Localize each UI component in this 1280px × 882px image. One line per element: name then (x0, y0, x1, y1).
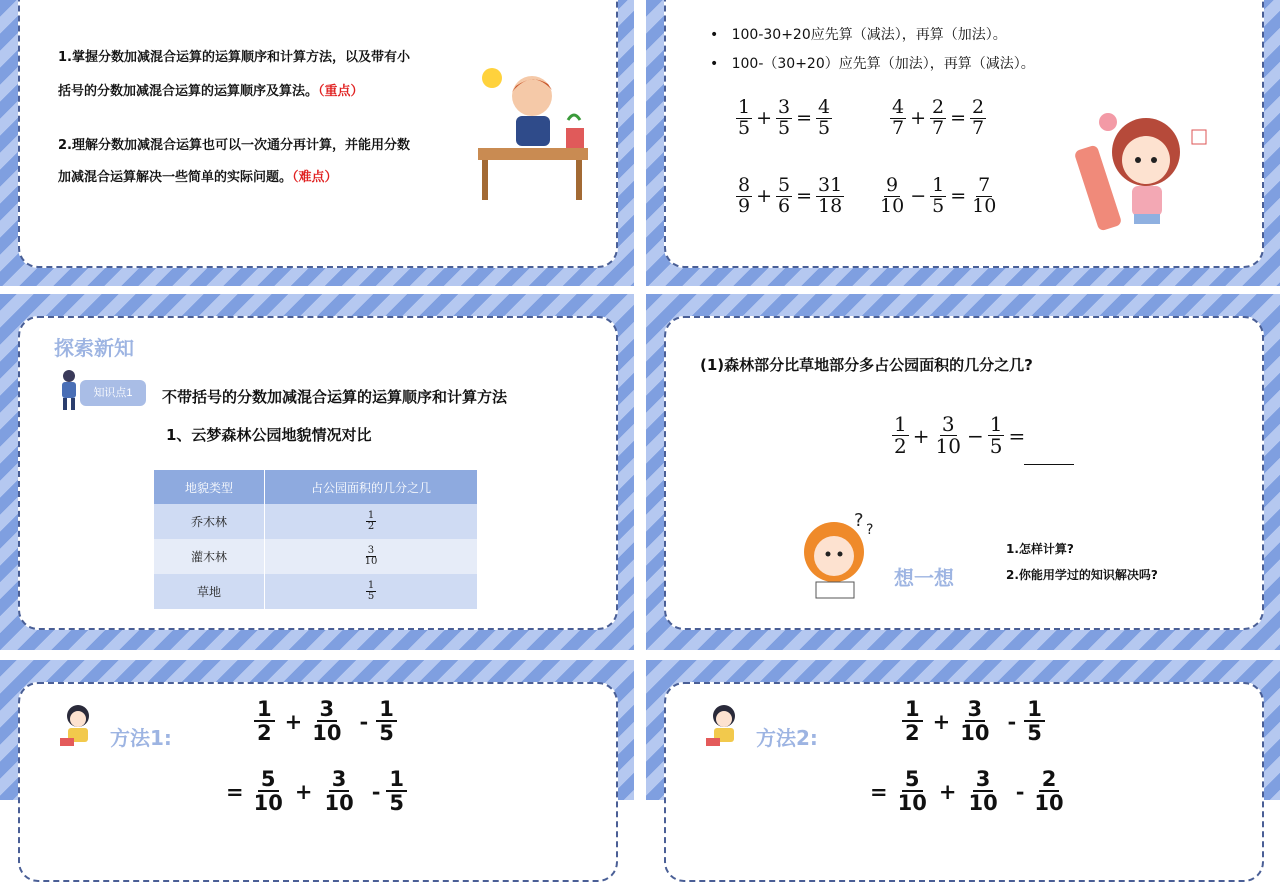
terrain-table (154, 470, 478, 609)
girl-with-pencil-illustration (1076, 100, 1216, 240)
method-2-row-2: = $\frac{5}{10}$ + $\frac{3}{10}$ - 2 10 (870, 767, 1064, 816)
section-title: 探索新知 (54, 336, 134, 360)
svg-text:?: ? (854, 510, 864, 531)
student-reading-icon (56, 702, 98, 750)
boy-at-desk-illustration (472, 60, 592, 200)
table-cell: 草地 (154, 574, 265, 609)
table-row (154, 539, 478, 574)
bullet-1: • 100-30+20应先算（减法），再算（加法）。 (710, 27, 1007, 43)
slide-card (664, 316, 1264, 630)
topic-subheading: 1、云梦森林公园地貌情况对比 (166, 426, 372, 444)
slide-card (18, 316, 618, 630)
think-question-2: 2.你能用学过的知识解决吗? (1006, 568, 1158, 582)
objective-1-line-2: 括号的分数加减混合运算的运算顺序及算法。（重点） (58, 84, 364, 99)
knowledge-point-badge: 知识点1 (80, 380, 146, 406)
slide-review[interactable] (646, 0, 1280, 286)
question-expression: $\frac{1}{2}$ + $\frac{3}{10}$ − $\frac{1}{5}$ = (894, 412, 1026, 458)
method-label: 方法1: (110, 726, 172, 750)
method-1-row-1: 1 2 + $\frac{3}{10}$ - 1 5 (254, 698, 397, 744)
table-cell: 乔木林 (154, 504, 265, 539)
method-label: 方法2: (756, 726, 818, 750)
slide-card (18, 682, 618, 882)
think-label: 想一想 (894, 566, 954, 590)
table-cell: $\frac{1}{5}$ (265, 574, 478, 609)
bullet-2: • 100-（30+20）应先算（加法），再算（减法）。 (710, 56, 1035, 72)
objective-2-line-1: 2.理解分数加减混合运算也可以一次通分再计算，并能用分数 (58, 138, 410, 153)
table-row (154, 504, 478, 539)
slide-explore[interactable] (0, 294, 634, 650)
equation-4: $\frac{9}{10}$ − $\frac{1}{5}$ = $\frac{7}{10}$ (880, 174, 997, 217)
slide-card (664, 682, 1264, 882)
slide-objectives[interactable] (0, 0, 634, 286)
svg-text:?: ? (866, 522, 874, 538)
table-cell: 灌木林 (154, 539, 265, 574)
table-row (154, 574, 478, 609)
table-cell: $\frac{3}{10}$ (265, 539, 478, 574)
objective-2-line-2: 加减混合运算解决一些简单的实际问题。（难点） (58, 170, 338, 185)
student-reading-icon (702, 702, 744, 750)
objective-1-line-1: 1.掌握分数加减混合运算的运算顺序和计算方法，以及带有小 (58, 50, 410, 65)
equation-2: $\frac{4}{7}$ + $\frac{2}{7}$ = $\frac{2}{7}$ (892, 96, 985, 139)
slide-method-1[interactable] (0, 660, 634, 816)
student-icon (56, 368, 82, 412)
equation-1: $\frac{1}{5}$ + $\frac{3}{5}$ = $\frac{4}{5}$ (738, 96, 831, 139)
slide-card (18, 0, 618, 268)
answer-blank (1024, 464, 1074, 465)
question-text: (1)森林部分比草地部分多占公园面积的几分之几? (700, 356, 1033, 374)
difficult-point-tag: （难点） (292, 170, 338, 185)
think-question-1: 1.怎样计算? (1006, 542, 1074, 556)
table-header: 地貌类型 (154, 470, 265, 504)
table-header: 占公园面积的几分之几 (265, 470, 478, 504)
method-2-row-1: 1 2 + $\frac{3}{10}$ - 1 5 (902, 698, 1045, 744)
slide-card (664, 0, 1264, 268)
equation-3: $\frac{8}{9}$ + $\frac{5}{6}$ = $\frac{31}{18}$ (738, 174, 843, 217)
key-point-tag: （重点） (318, 84, 364, 99)
topic-heading: 不带括号的分数加减混合运算的运算顺序和计算方法 (162, 388, 508, 406)
table-header-row (154, 470, 478, 504)
table-cell: $\frac{1}{2}$ (265, 504, 478, 539)
thinking-boy-illustration (804, 508, 884, 604)
slide-method-2[interactable] (646, 660, 1280, 816)
slide-question[interactable] (646, 294, 1280, 650)
method-1-row-2: = $\frac{5}{10}$ + $\frac{3}{10}$ - 1 5 (226, 768, 407, 814)
